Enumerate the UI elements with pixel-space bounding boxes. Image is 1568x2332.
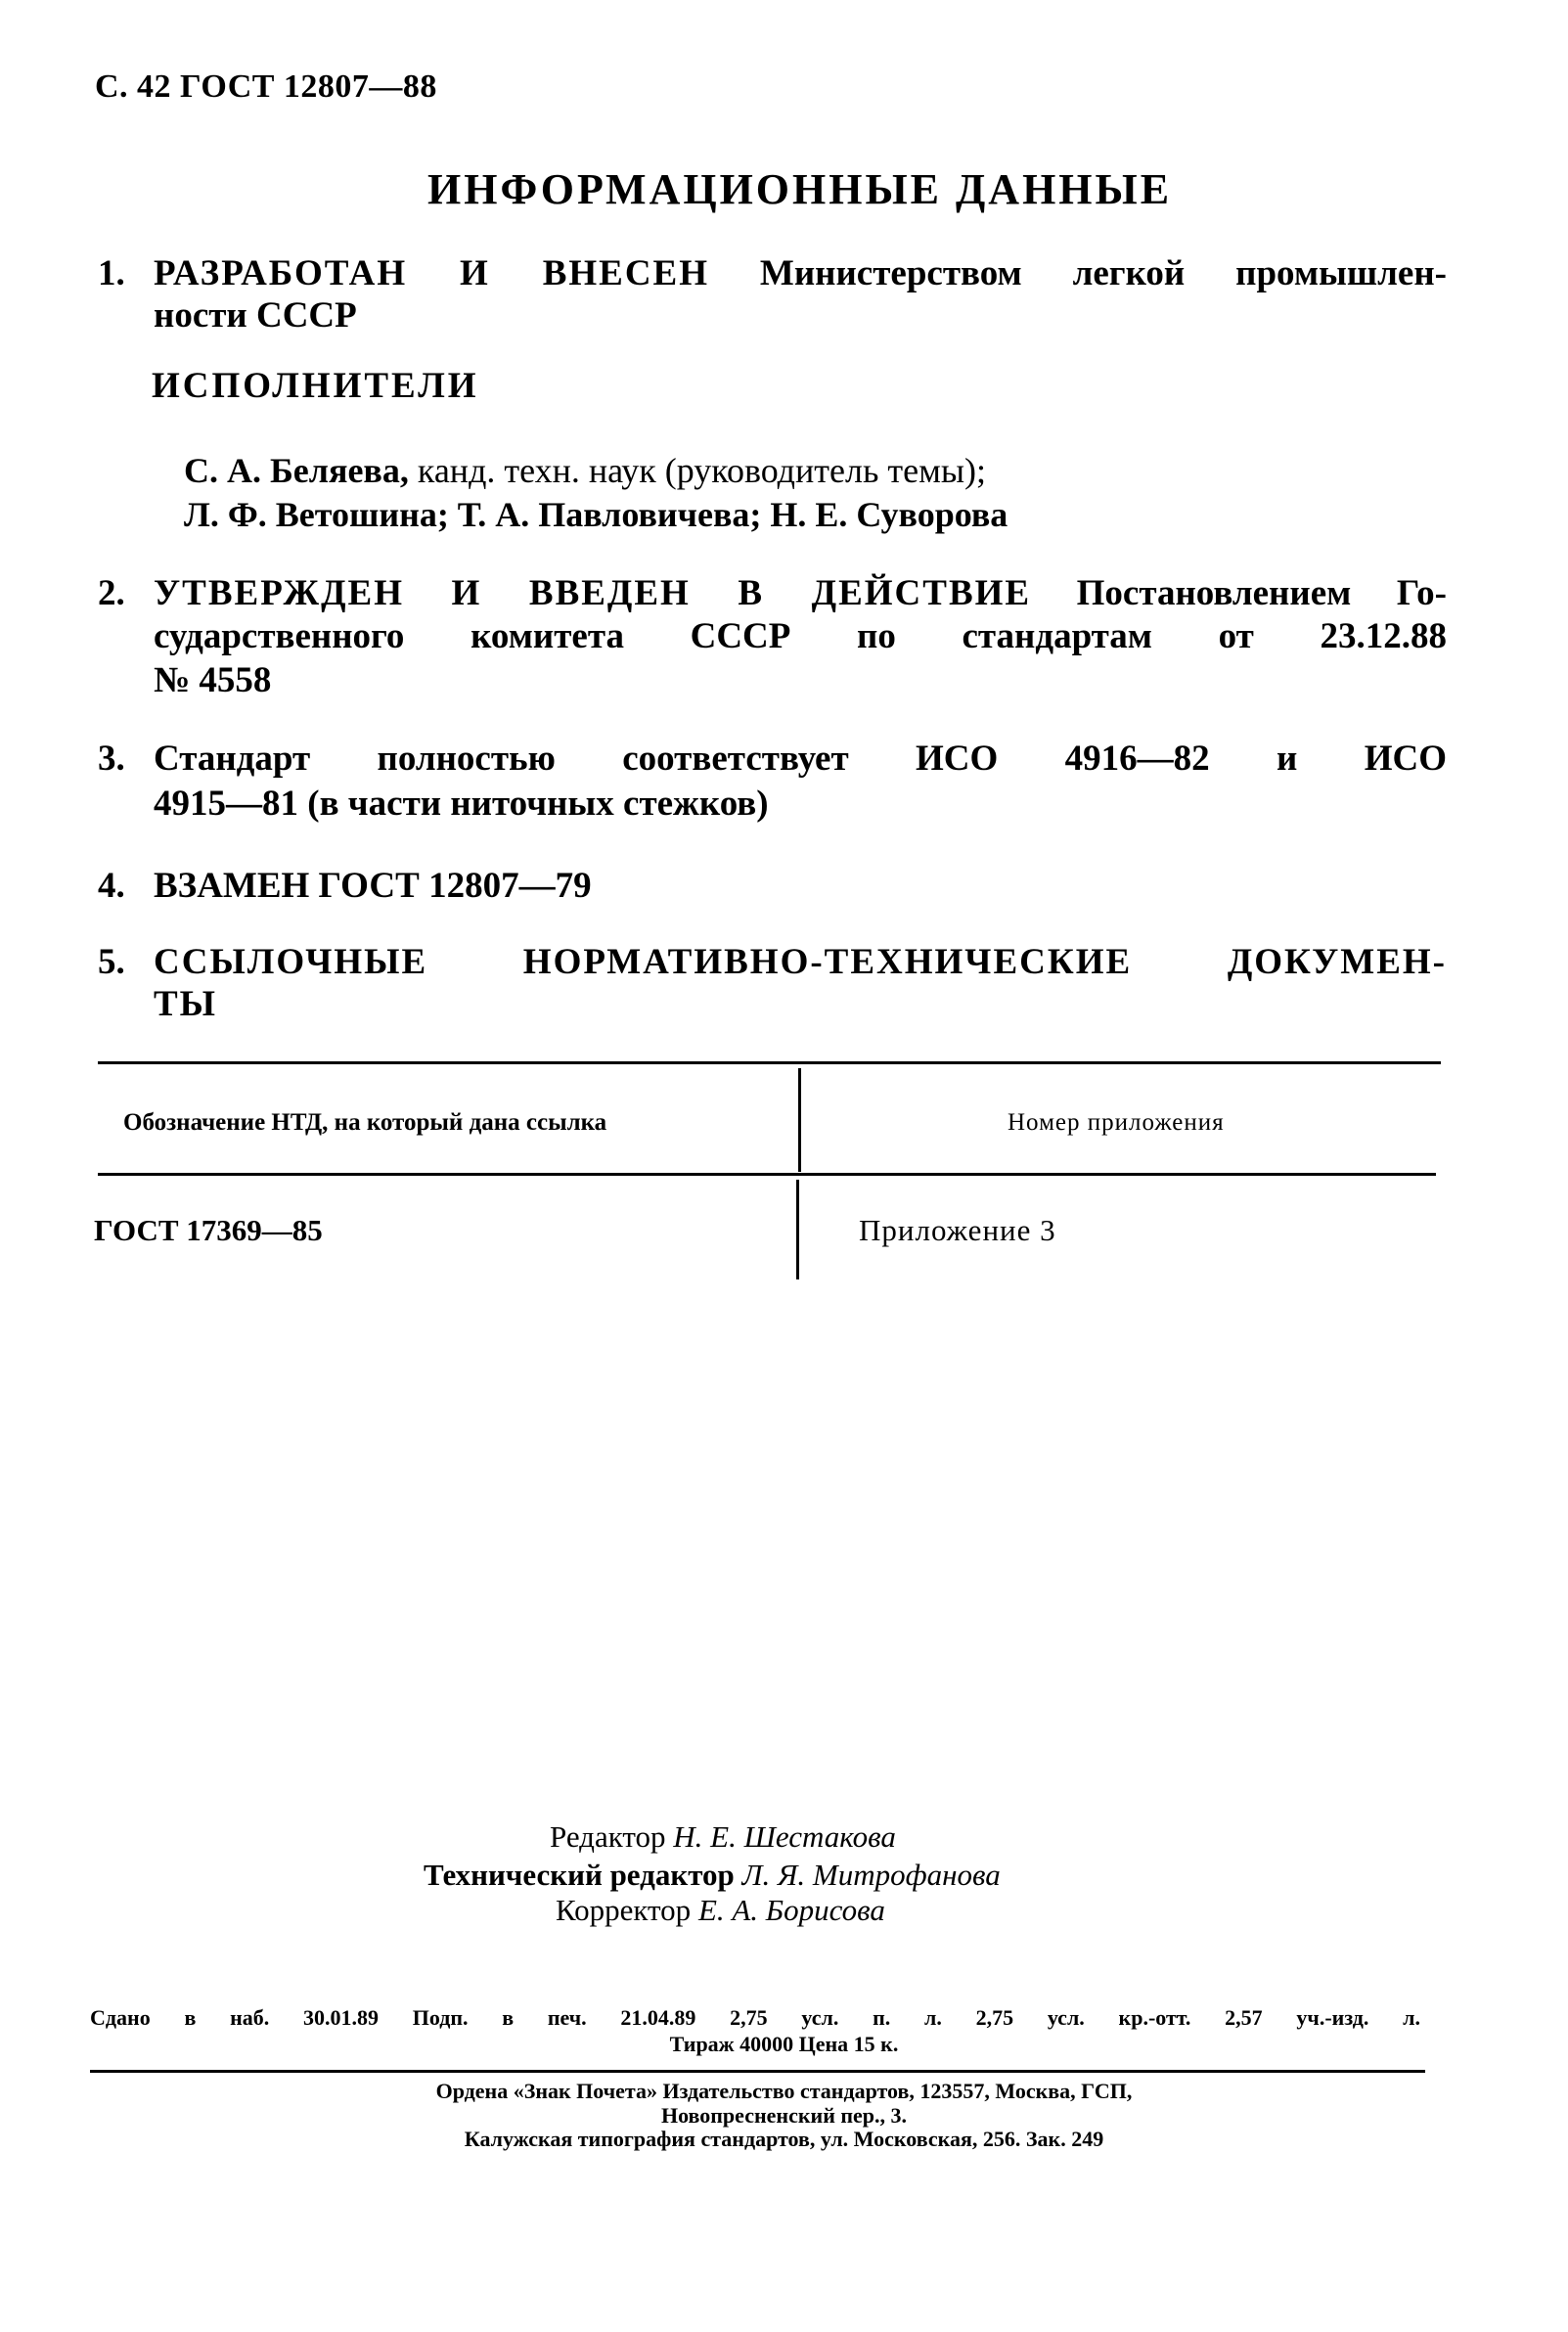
item-number: 4. xyxy=(98,866,125,906)
item-line xyxy=(154,572,1447,614)
imprint-print-data: Сдано в наб. 30.01.89 Подп. в печ. 21.04.89 2,75 усл. п. л. 2,75 усл. кр.-отт. 2,57 уч.-изд. л. xyxy=(90,2005,1420,2030)
table-header-rule xyxy=(98,1173,1436,1176)
item-line: ности СССР xyxy=(154,295,357,336)
credit-name: Н. Е. Шестакова xyxy=(673,1819,896,1854)
executor-name: С. А. Беляева, xyxy=(184,451,409,490)
item-line xyxy=(154,252,1447,294)
table-header-designation xyxy=(123,1109,606,1137)
credit-proofreader xyxy=(556,1893,885,1928)
item-line: Стандарт полностью соответствует ИСО 4916—82 и ИСО xyxy=(154,739,1447,779)
credit-editor xyxy=(550,1819,896,1855)
item-number: 5. xyxy=(98,942,125,982)
credit-role: Технический редактор xyxy=(424,1858,735,1892)
item-caps-label: РАЗРАБОТАН И ВНЕСЕН xyxy=(154,253,710,293)
item-caps-label: УТВЕРЖДЕН И ВВЕДЕН В ДЕЙСТВИЕ xyxy=(154,573,1032,613)
item-line: ССЫЛОЧНЫЕ НОРМАТИВНО-ТЕХНИЧЕСКИЕ ДОКУМЕН- xyxy=(154,942,1447,982)
page-header: С. 42 ГОСТ 12807—88 xyxy=(95,68,437,105)
item-line: ТЫ xyxy=(154,984,218,1024)
item-caps-label: ВЗАМЕН ГОСТ xyxy=(154,866,420,906)
item-line xyxy=(154,865,592,907)
item-line: сударственного комитета СССР по стандартам от 23.12.88 xyxy=(154,616,1447,656)
credit-role: Редактор xyxy=(550,1819,666,1854)
table-header-cell: Обозначение НТД, на который дана ссылка xyxy=(123,1109,607,1136)
item-line: № 4558 xyxy=(154,660,272,700)
table-header-appendix: Номер приложения xyxy=(1008,1109,1225,1136)
credit-name: Л. Я. Митрофанова xyxy=(741,1858,1001,1892)
credit-name: Е. А. Борисова xyxy=(697,1893,885,1927)
item-line: 4915—81 (в части ниточных стежков) xyxy=(154,784,769,824)
executor-role: канд. техн. наук (руководитель темы); xyxy=(408,451,987,490)
table-cell-designation: ГОСТ 17369—85 xyxy=(94,1213,323,1247)
imprint-printer: Калужская типография стандартов, ул. Московская, 256. Зак. 249 xyxy=(464,2127,1104,2151)
item-number: 1. xyxy=(98,253,125,293)
credit-technical-editor xyxy=(424,1858,1001,1893)
item-text: Постановлением Го- xyxy=(1031,573,1447,613)
item-number: 3. xyxy=(98,739,125,779)
executor-line-1 xyxy=(184,450,986,491)
table-top-rule xyxy=(98,1061,1441,1064)
imprint-rule xyxy=(90,2070,1425,2073)
executors-heading: ИСПОЛНИТЕЛИ xyxy=(152,366,479,406)
imprint-publisher: Ордена «Знак Почета» Издательство стандартов, 123557, Москва, ГСП, xyxy=(435,2079,1133,2103)
table-cell-appendix: Приложение 3 xyxy=(859,1213,1056,1247)
item-number: 2. xyxy=(98,573,125,613)
page-title: ИНФОРМАЦИОННЫЕ ДАННЫЕ xyxy=(427,165,1173,213)
credit-role: Корректор xyxy=(556,1893,692,1927)
executor-line-2: Л. Ф. Ветошина; Т. А. Павловичева; Н. Е. Суворова xyxy=(184,495,1008,534)
imprint-circulation: Тираж 40000 Цена 15 к. xyxy=(669,2032,899,2056)
item-text: 12807—79 xyxy=(419,866,592,906)
table-column-divider xyxy=(796,1180,799,1279)
table-column-divider xyxy=(798,1068,801,1172)
item-text: Министерством легкой промышлен- xyxy=(709,253,1447,293)
imprint-address: Новопресненский пер., 3. xyxy=(660,2103,908,2128)
